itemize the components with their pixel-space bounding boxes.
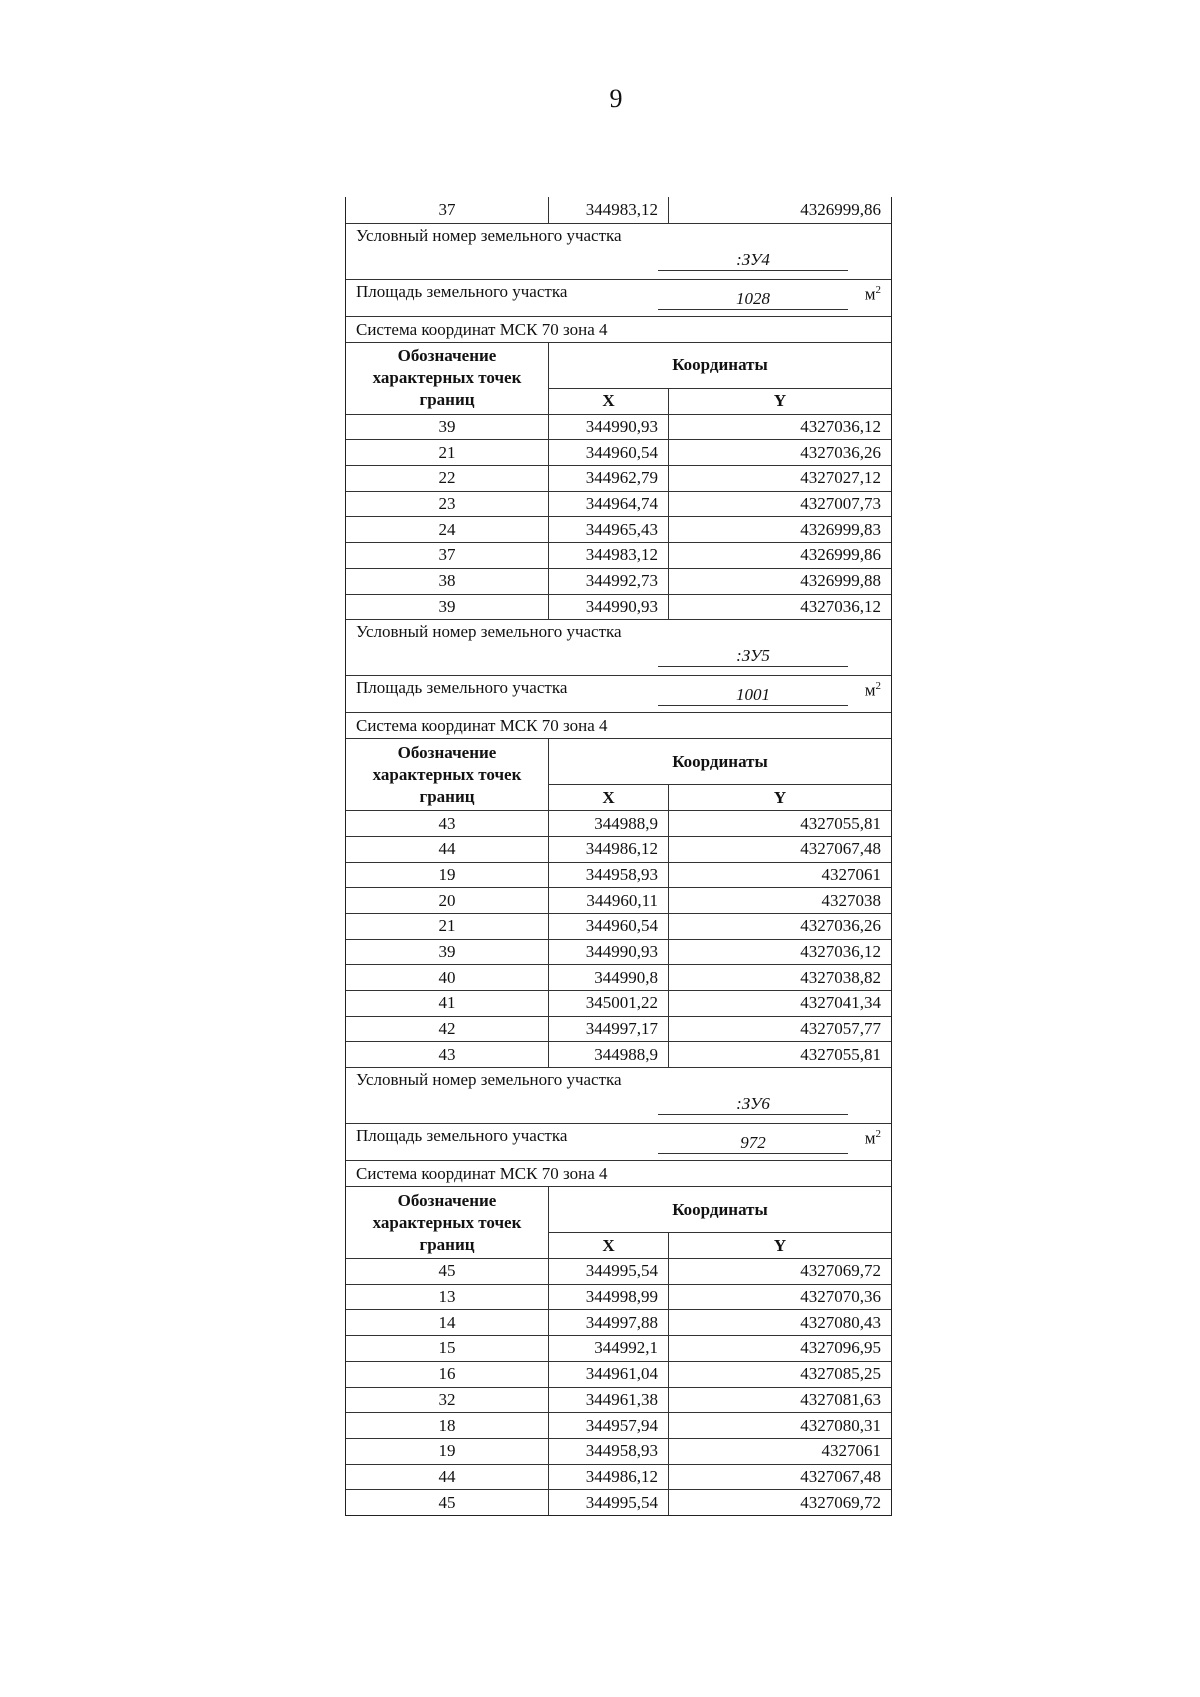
point-id-cell: 32 (346, 1388, 549, 1413)
x-coordinate-cell: 344983,12 (549, 197, 669, 223)
point-id-cell: 13 (346, 1285, 549, 1310)
point-id-cell: 23 (346, 492, 549, 517)
y-coordinate-cell: 4327061 (821, 864, 881, 884)
point-id-cell: 39 (346, 595, 549, 620)
y-coordinate-cell: 4327096,95 (800, 1338, 881, 1358)
table-row (346, 1335, 891, 1361)
y-coordinate-cell: 4327027,12 (800, 468, 881, 488)
y-coordinate-cell: 4327055,81 (800, 813, 881, 833)
coordinate-system-label: Система координат МСК 70 зона 4 (356, 319, 608, 339)
x-coordinate-cell: 344992,1 (549, 1336, 669, 1361)
table-row (346, 1489, 891, 1515)
area-unit-exponent: 2 (875, 1128, 881, 1141)
x-coordinate-cell: 345001,22 (549, 991, 669, 1016)
point-id-cell: 40 (346, 965, 549, 990)
y-coordinate-cell: 4327080,43 (800, 1312, 881, 1332)
table-header (346, 738, 891, 810)
point-id-cell: 37 (346, 543, 549, 568)
parcel-number-value: :ЗУ4 (658, 250, 848, 271)
point-id-cell: 18 (346, 1413, 549, 1438)
point-id-cell: 43 (346, 1042, 549, 1067)
coordinates-document (345, 197, 892, 1516)
table-row (346, 1284, 891, 1310)
table-row (346, 887, 891, 913)
table-row (346, 1464, 891, 1490)
area-unit (865, 1128, 881, 1149)
coordinates-header-group (549, 739, 891, 810)
coordinates-header-group (549, 343, 891, 414)
point-id-cell: 38 (346, 569, 549, 594)
point-column-header: Обозначение характерных точек границ (346, 343, 549, 414)
y-coordinate-cell: 4327061 (821, 1441, 881, 1461)
table-row (346, 836, 891, 862)
coordinates-column-header: Координаты (549, 1187, 891, 1233)
table-row (346, 439, 891, 465)
x-coordinate-cell: 344990,93 (549, 415, 669, 440)
area-unit (865, 284, 881, 305)
point-id-cell: 19 (346, 863, 549, 888)
y-coordinate-cell: 4327069,72 (800, 1261, 881, 1281)
point-id-cell: 14 (346, 1310, 549, 1335)
table-row (346, 913, 891, 939)
area-unit-base: м (864, 680, 876, 700)
point-id-cell: 44 (346, 837, 549, 862)
y-coordinate-cell: 4326999,86 (800, 199, 881, 219)
coordinates-header-group (549, 1187, 891, 1258)
table-row (346, 491, 891, 517)
x-coordinate-cell: 344995,54 (549, 1259, 669, 1284)
x-coordinate-cell: 344964,74 (549, 492, 669, 517)
area-unit-base: м (864, 284, 876, 304)
x-coordinate-cell: 344962,79 (549, 466, 669, 491)
table-row (346, 990, 891, 1016)
x-coordinate-cell: 344988,9 (549, 811, 669, 836)
y-coordinate-cell: 4326999,86 (800, 545, 881, 565)
y-coordinate-cell: 4327036,12 (800, 941, 881, 961)
x-coordinate-cell: 344958,93 (549, 1439, 669, 1464)
coordinates-column-header: Координаты (549, 739, 891, 785)
table-row (346, 1016, 891, 1042)
y-coordinate-cell: 4327036,26 (800, 916, 881, 936)
area-unit-exponent: 2 (875, 680, 881, 693)
y-coordinate-cell: 4327067,48 (800, 839, 881, 859)
y-coordinate-cell: 4327036,26 (800, 442, 881, 462)
table-row (346, 414, 891, 440)
parcel-number-label: Условный номер земельного участка (356, 225, 622, 245)
coordinate-system-section (346, 316, 891, 342)
parcel-number-section (346, 1067, 891, 1123)
area-unit-base: м (864, 1128, 876, 1148)
table-header (346, 342, 891, 414)
table-row (346, 1438, 891, 1464)
point-id-cell: 39 (346, 415, 549, 440)
table-header (346, 1186, 891, 1258)
table-row (346, 1412, 891, 1438)
table-row (346, 1258, 891, 1284)
x-coordinate-cell: 344961,38 (549, 1388, 669, 1413)
y-coordinate-cell: 4327070,36 (800, 1287, 881, 1307)
parcel-number-value: :ЗУ5 (658, 646, 848, 667)
page-number: 9 (609, 84, 623, 113)
y-coordinate-cell: 4327036,12 (800, 417, 881, 437)
point-id-cell: 43 (346, 811, 549, 836)
area-unit-exponent: 2 (875, 283, 881, 296)
parcel-area-label: Площадь земельного участка (356, 678, 568, 698)
y-coordinate-cell: 4327085,25 (800, 1364, 881, 1384)
parcel-area-section (346, 279, 891, 316)
y-coordinate-cell: 4327036,12 (800, 596, 881, 616)
point-id-cell: 15 (346, 1336, 549, 1361)
parcel-area-value: 1028 (658, 289, 848, 310)
x-coordinate-cell: 344960,54 (549, 440, 669, 465)
xy-header-row (549, 1233, 891, 1258)
coordinate-system-label: Система координат МСК 70 зона 4 (356, 1164, 608, 1184)
coordinates-column-header: Координаты (549, 343, 891, 389)
coordinate-system-section (346, 712, 891, 738)
x-column-header: X (549, 389, 669, 414)
point-id-cell: 19 (346, 1439, 549, 1464)
x-coordinate-cell: 344997,17 (549, 1017, 669, 1042)
table-row (346, 465, 891, 491)
y-coordinate-cell: 4327038 (821, 890, 881, 910)
x-coordinate-cell: 344986,12 (549, 1465, 669, 1490)
table-row (346, 542, 891, 568)
x-coordinate-cell: 344990,8 (549, 965, 669, 990)
x-coordinate-cell: 344990,93 (549, 595, 669, 620)
y-coordinate-cell: 4327067,48 (800, 1466, 881, 1486)
y-coordinate-cell: 4327069,72 (800, 1492, 881, 1512)
parcel-number-section (346, 619, 891, 675)
point-id-cell: 41 (346, 991, 549, 1016)
y-coordinate-cell: 4326999,88 (800, 571, 881, 591)
point-column-header: Обозначение характерных точек границ (346, 739, 549, 810)
point-id-cell: 22 (346, 466, 549, 491)
table-row (346, 197, 891, 223)
parcel-area-section (346, 1123, 891, 1160)
table-row (346, 568, 891, 594)
table-row (346, 939, 891, 965)
x-coordinate-cell: 344958,93 (549, 863, 669, 888)
x-coordinate-cell: 344965,43 (549, 517, 669, 542)
x-column-header: X (549, 1233, 669, 1258)
y-column-header: Y (773, 787, 787, 807)
y-column-header: Y (773, 391, 787, 411)
parcel-number-section (346, 223, 891, 279)
coordinate-system-label: Система координат МСК 70 зона 4 (356, 716, 608, 736)
point-id-cell: 16 (346, 1362, 549, 1387)
xy-header-row (549, 785, 891, 810)
x-coordinate-cell: 344997,88 (549, 1310, 669, 1335)
table-row (346, 1387, 891, 1413)
parcel-area-value: 1001 (658, 685, 848, 706)
parcel-area-label: Площадь земельного участка (356, 1126, 568, 1146)
x-coordinate-cell: 344986,12 (549, 837, 669, 862)
parcel-area-label: Площадь земельного участка (356, 281, 568, 301)
table-row (346, 516, 891, 542)
table-row (346, 862, 891, 888)
table-row (346, 964, 891, 990)
x-coordinate-cell: 344998,99 (549, 1285, 669, 1310)
point-id-cell: 20 (346, 888, 549, 913)
parcel-area-value: 972 (658, 1133, 848, 1154)
y-column-header: Y (773, 1235, 787, 1255)
x-coordinate-cell: 344983,12 (549, 543, 669, 568)
parcel-area-section (346, 675, 891, 712)
point-id-cell: 42 (346, 1017, 549, 1042)
point-id-cell: 39 (346, 940, 549, 965)
xy-header-row (549, 389, 891, 414)
table-row (346, 1309, 891, 1335)
y-coordinate-cell: 4327057,77 (800, 1019, 881, 1039)
table-row (346, 810, 891, 836)
point-id-cell: 21 (346, 914, 549, 939)
point-column-header: Обозначение характерных точек границ (346, 1187, 549, 1258)
parcel-number-label: Условный номер земельного участка (356, 622, 622, 642)
point-id-cell: 37 (346, 197, 549, 223)
coordinate-system-section (346, 1160, 891, 1186)
x-coordinate-cell: 344988,9 (549, 1042, 669, 1067)
y-coordinate-cell: 4327038,82 (800, 967, 881, 987)
x-coordinate-cell: 344990,93 (549, 940, 669, 965)
point-id-cell: 21 (346, 440, 549, 465)
y-coordinate-cell: 4327007,73 (800, 494, 881, 514)
y-coordinate-cell: 4327055,81 (800, 1044, 881, 1064)
table-row (346, 594, 891, 620)
y-coordinate-cell: 4327041,34 (800, 993, 881, 1013)
point-id-cell: 45 (346, 1259, 549, 1284)
x-coordinate-cell: 344957,94 (549, 1413, 669, 1438)
table-row (346, 1361, 891, 1387)
point-id-cell: 44 (346, 1465, 549, 1490)
x-coordinate-cell: 344995,54 (549, 1490, 669, 1515)
point-id-cell: 45 (346, 1490, 549, 1515)
y-coordinate-cell: 4327080,31 (800, 1415, 881, 1435)
table-row (346, 1041, 891, 1067)
y-coordinate-cell: 4327081,63 (800, 1389, 881, 1409)
x-column-header: X (549, 785, 669, 810)
x-coordinate-cell: 344960,54 (549, 914, 669, 939)
y-coordinate-cell: 4326999,83 (800, 519, 881, 539)
point-id-cell: 24 (346, 517, 549, 542)
parcel-number-label: Условный номер земельного участка (356, 1070, 622, 1090)
parcel-number-value: :ЗУ6 (658, 1094, 848, 1115)
area-unit (865, 680, 881, 701)
x-coordinate-cell: 344992,73 (549, 569, 669, 594)
x-coordinate-cell: 344960,11 (549, 888, 669, 913)
x-coordinate-cell: 344961,04 (549, 1362, 669, 1387)
